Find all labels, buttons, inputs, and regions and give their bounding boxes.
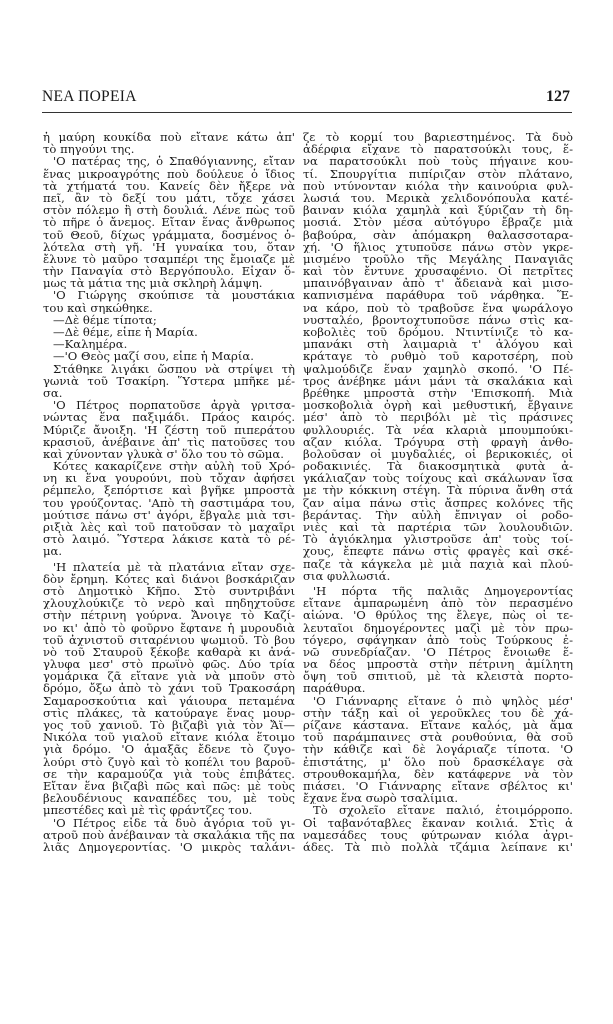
text-line: καπνισμένα παράθυρα τοῦ νάρθηκα. Ἕ- (303, 289, 573, 302)
text-line: ζαν αἷμα πάνω στὶς ἄσπρες κολόνες τῆς (303, 496, 573, 509)
text-line: τόγερο, σφάγηκαν ἀπὸ τοὺς Τούρκους ἐ- (303, 633, 573, 646)
text-line: ρέμπελο, ξεπόρτισε καὶ βγῆκε μπροστὰ (43, 484, 295, 497)
text-line: να παρατσούκλι ποὺ τοὺς πήγαινε κου- (303, 155, 573, 168)
text-line: μισμένο τροῦλο τῆς Μεγάλης Παναγιᾶς (303, 252, 573, 266)
text-line: βρέθηκε μπροστὰ στὴν 'Επισκοπή. Μιὰ (303, 386, 573, 400)
text-line: πιάσει. 'Ο Γιάνναρης εἴτανε σβέλτος κι' (303, 779, 573, 793)
text-line: αζαν κιόλα. Τρόγυρα στὴ φραγὴ ἀνθο- (303, 435, 573, 448)
text-line: τοῦ παράμπαινες στὰ ρουθούνια, θὰ σοῦ (303, 731, 573, 744)
text-line: νιὲς καὶ τὰ παρτέρια τῶν λουλουδιῶν. (303, 521, 573, 534)
text-line: μα. (43, 545, 63, 558)
text-line: ἡ μαύρη κουκίδα ποὺ εἴτανε κάτω ἀπ' (43, 131, 295, 144)
right-column (303, 131, 573, 853)
text-line: μούτισε πάνω στ' ἀγόρι, ἔβγαλε μιὰ τσι- (43, 508, 295, 521)
text-line: μπαινόβγαιναν ἀπὸ τ' ἄδειανὰ καὶ μισο- (303, 277, 573, 290)
text-line: ζε τὸ κορμί του βαριεστημένος. Τὰ δυὸ (303, 131, 573, 144)
text-line: στὸ Δημοτικὸ Κῆπο. Στὸ συντριβάνι (43, 584, 295, 598)
text-line: ἀδέρφια εἴχανε τὸ παρατσούκλι τους, ἕ- (303, 143, 573, 156)
text-line: παζε τὰ κάγκελα μὲ μιὰ παχιὰ καὶ πλού- (303, 557, 573, 570)
text-line: ριξιὰ λὲς καὶ τοῦ πατοῦσαν τὸ μαχαῖρι (43, 521, 295, 534)
text-line: βελουδένιους καναπέδες του, μὲ τοὺς (43, 792, 295, 805)
text-line: νώντας ἕνα παξιμάδι. Πράος καιρός. (43, 411, 295, 424)
text-line: στὸν πόλεμο ἢ στὴ δουλιά. Λένε πὼς τοῦ (43, 204, 295, 217)
text-line: στὴν τάξη καὶ οἱ γεροῦκλες του δὲ χά- (303, 706, 573, 719)
text-line: καὶ τὸν ἔντυνε χρυσαφένιο. Οἱ πετρῖτες (303, 265, 573, 278)
text-line: σε τὴν καραμούζα γιὰ τοὺς ἐπιβάτες. (43, 767, 295, 780)
text-line: ρίζανε κάστανα. Εἴτανε καλός, μὰ ἅμα (303, 719, 573, 732)
text-line: χους, ἔπεφτε πάνω στὶς φραγὲς καὶ σκέ- (303, 545, 573, 558)
text-line: στὸ λαιμό. Ὕστερα λάκισε κατὰ τὸ ρέ- (43, 533, 295, 546)
text-line: δὸν ἔρημη. Κότες καὶ διάνοι βοσκάριζαν (43, 572, 295, 585)
text-line: νη κι ἕνα γουρούνι, ποὺ τὄχαν ἀφήσει (43, 472, 295, 485)
text-line: Οἱ ταβανόταβλες ἔκαναν κοιλιά. Στὶς ἀ (303, 816, 573, 829)
text-line: Μύριζε ἄνοιξη. 'Η ζέστη τοῦ πιπεράτου (43, 423, 295, 436)
text-line: ἐπιστάτης, μ' ὅλο ποὺ δρασκέλαγε σὰ (303, 755, 573, 768)
text-line: λούρι στὸ ζυγὸ καὶ τὸ κοπέλι του βαροῦ- (43, 755, 295, 768)
text-line: βαιναν κιόλα χαμηλὰ καὶ ξύριζαν τὴ δη- (303, 204, 573, 217)
text-line: βολοῦσαν οἱ μυγδαλιές, οἱ βερικοκιές, οἱ (303, 447, 573, 461)
text-line: στὶς πλάκες, τὰ κατούραγε ἕνας μουρ- (43, 706, 295, 719)
text-line: γκάλιαζαν τοὺς τοίχους καὶ σκάλωναν ἴσα (303, 472, 573, 485)
text-line: νῶ συνεδρίαζαν. 'Ο Πέτρος ἔνοιωθε ἕ- (303, 645, 573, 659)
text-line: τὴν κάθιζε καὶ δὲ λογάριαζε τίποτα. 'Ο (303, 743, 573, 756)
running-header (42, 88, 572, 108)
text-line: γλυφα μεσ' στὸ πρωϊνὸ φῶς. Δύο τρία (43, 658, 295, 671)
text-line: —Καλημέρα. (53, 338, 128, 351)
text-line: με τὴν κόκκινη στέγη. Τὰ πύρινα ἄνθη στά (303, 484, 573, 497)
text-line: μπεστέδες καὶ μὲ τὶς φράντζες του. (43, 804, 253, 817)
text-line: άδες. Τὰ πιὸ πολλὰ τζάμια λείπανε κι' (303, 840, 573, 854)
text-line: —'Ο Θεὸς μαζί σου, εἶπε ἡ Μαρία. (53, 350, 254, 363)
text-line: χλουχλούκιζε τὸ νερὸ καὶ πηδηχτοῦσε (43, 597, 295, 610)
text-line: 'Η πλατεία μὲ τὰ πλατάνια εἴταν σχε- (53, 560, 295, 573)
text-line: Στάθηκε λιγάκι ὥσπου νὰ στρίψει τὴ (53, 362, 295, 375)
text-line: τοῦ Θεοῦ, δίχως γράμματα, δοσμένος ὁ- (43, 228, 295, 241)
text-line: 'Ο πατέρας της, ὁ Σπαθόγιαννης, εἴταν (53, 155, 295, 168)
text-line: πεῖ, ἂν τὸ δεξί του μάτι, τὄχε χάσει (43, 191, 295, 205)
text-line: βαβούρα, σὰν ἀπόμακρη θαλασσοταρα- (303, 228, 573, 241)
text-line: νο κι' ἀπὸ τὸ φοῦρνο ἔφτανε ἡ μυρουδιὰ (43, 621, 295, 634)
text-line: τί. Σπουργίτια πιπίριζαν στὸν πλάτανο, (303, 167, 573, 180)
running-title: ΝΕΑ ΠΟΡΕΙΑ (42, 88, 137, 105)
left-column (43, 131, 295, 853)
text-line: γωνιὰ τοῦ Τσακίρη. Ὕστερα μπῆκε μέ- (43, 374, 295, 387)
text-line: ποὺ ντύνονταν κιόλα τὴν καινούρια φυλ- (303, 179, 573, 192)
text-line: 'Η πόρτα τῆς παλιᾶς Δημογεροντίας (313, 584, 573, 598)
text-line: ἔχανε ἕνα σωρὸ τσαλίμια. (303, 792, 459, 805)
text-line: 'Ο Γιάνναρης εἴτανε ὁ πιὸ ψηλὸς μέσ' (313, 694, 573, 707)
text-line: χή. 'Ο ἥλιος χτυποῦσε πάνω στὸν γκρε- (303, 240, 573, 253)
text-line: —Δὲ θέμε, εἶπε ἡ Μαρία. (53, 326, 198, 339)
text-line: να κάρο, ποὺ τὸ τραβοῦσε ἕνα ψωράλογο (303, 301, 573, 314)
text-line: σα. (43, 386, 63, 400)
text-line: λωσιά του. Μερικὰ χελιδονόπουλα κατέ- (303, 191, 573, 205)
text-line: ἔλυνε τὸ μαῦρο τσαμπέρι της ἔμοιαζε μὲ (43, 252, 295, 266)
text-line: να δέος μπροστὰ στὴν πέτρινη ἀμίλητη (303, 658, 573, 671)
text-line: Νικόλα τοῦ γιαλοῦ εἴτανε κιόλα ἕτοιμο (43, 731, 295, 744)
text-line: γομάρικα ζᾶ εἴτανε γιὰ νὰ μποῦν στὸ (43, 670, 295, 683)
text-line: ὄψη τοῦ σπιτιοῦ, μὲ τὰ κλειστὰ πορτο- (303, 670, 573, 683)
text-line: νυσταλέο, βροντοχτυποῦσε πάνω στὶς κα- (303, 313, 573, 326)
text-line: μέσ' ἀπὸ τὸ περιβόλι μὲ τὶς πράσινες (303, 411, 573, 424)
text-line: λιᾶς Δημογεροντίας. 'Ο μικρὸς ταλάνι- (43, 840, 295, 854)
text-line: 'Ο Πέτρος εἶδε τὰ δυὸ ἀγόρια τοῦ γι- (53, 816, 295, 829)
text-line: γιὰ δρόμο. 'Ο ἁμαξᾶς ἔδενε τὸ ζυγο- (43, 743, 295, 756)
text-line: μως τὰ μάτια της μιὰ σκληρὴ λάμψη. (43, 277, 263, 290)
text-line: στρουθοκαμήλα, δὲν κατάφερνε νὰ τὸν (303, 767, 573, 780)
text-line: ναμεσάδες τους φύτρωναν κιόλα ἀγρι- (303, 828, 573, 841)
text-line: κρασιοῦ, ἀνέβαινε ἀπ' τὶς πατοῦσες του (43, 435, 295, 448)
text-line: τρος ἀνέβηκε μάνι μάνι τὰ σκαλάκια καὶ (303, 374, 573, 387)
text-line: μοσιά. Στὸν μέσα αὐτόγυρο ἔβραζε μιὰ (303, 216, 573, 229)
text-line: —Δὲ θέμε τίποτα; (53, 313, 157, 326)
text-line: Σαμαροσκούτια καὶ γάιουρα πεταμένα (43, 694, 295, 707)
text-line: κράταγε τὸ ρυθμὸ τοῦ καροτσέρη, ποὺ (303, 350, 573, 363)
text-line: καὶ χύνονταν γλυκὰ σ' ὅλο του τὸ σῶμα. (43, 447, 284, 461)
text-line: 'Ο Πέτρος πορπατοῦσε ἀργὰ γριτσα- (53, 399, 295, 412)
text-line: ροδακινιές. Τὰ διακοσμητικὰ φυτὰ ἀ- (303, 460, 573, 473)
text-line: σια φυλλωσιά. (303, 569, 391, 582)
text-line: δρόμο, ὄξω ἀπὸ τὸ χάνι τοῦ Τρακοσάρη (43, 682, 295, 695)
text-line: 'Ο Γιώργης σκούπισε τὰ μουστάκια (53, 289, 295, 302)
text-line: κοβολιὲς τοῦ δρόμου. Ντιντίνιζε τὸ κα- (303, 326, 573, 339)
text-line: ἕνας μικροαγρότης ποὺ δούλευε ὁ ἴδιος (43, 167, 295, 180)
text-line: του καὶ σηκώθηκε. (43, 301, 153, 314)
text-line: ψαλμούδιζε ἕναν χαμηλὸ σκοπό. 'Ο Πέ- (303, 362, 573, 375)
text-line: αἰώνα. 'Ο θρύλος της ἔλεγε, πὼς οἱ τε- (303, 609, 573, 622)
text-line: τὴν Παναγία στὸ Βεργόπουλο. Εἶχαν ὅ- (43, 265, 295, 278)
text-line: μοσκοβολιὰ ὀγρὴ καὶ μεθυστική, ἔβγαινε (303, 399, 573, 412)
text-line: στὴν πέτρινη γούρνα. Ἄνοιγε τὸ Καζί- (43, 609, 295, 622)
page-number: 127 (546, 88, 570, 105)
text-line: του γρούζοντας. 'Απὸ τὴ σαστιμάρα του, (43, 496, 295, 509)
text-line: Εἴταν ἕνα βιζαβὶ πῶς καὶ πῶς: μὲ τοὺς (43, 779, 295, 793)
text-line: εἴτανε ἀμπαρωμένη ἀπὸ τὸν περασμένο (303, 597, 573, 610)
text-line: Τὸ σχολεῖο εἴτανε παλιό, ἑτοιμόρροπο. (313, 804, 573, 817)
text-line: λευταῖοι δημογέροντες μαζὶ μὲ τὸν πρω- (303, 621, 573, 634)
text-line: παράθυρα. (303, 682, 366, 695)
text-line: τὰ χτήματά του. Κανείς δὲν ἤξερε νὰ (43, 179, 295, 192)
text-line: τὸ πῆρε ὁ ἄνεμος. Εἴταν ἕνας ἄνθρωπος (43, 216, 295, 229)
text-line: βεράντας. Τὴν αὐλὴ ἔπνιγαν οἱ ροδο- (303, 508, 573, 521)
text-line: Κότες κακαρίζενε στὴν αὐλὴ τοῦ Χρό- (53, 460, 295, 473)
text-line: ατροῦ ποὺ ἀνέβαιναν τὰ σκαλάκια τῆς πα (43, 828, 295, 841)
text-line: τὸ πηγούνι της. (43, 143, 135, 156)
text-line: τοῦ ἀχνιστοῦ σιταρένιου ψωμιοῦ. Τὸ βου (43, 633, 295, 646)
header-rule (42, 112, 572, 113)
text-line: λότελα στὴ γῆ. 'Η γυναίκα του, ὅταν (43, 240, 295, 253)
text-line: μπανάκι στὴ λαιμαριὰ τ' ἀλόγου καὶ (303, 338, 573, 351)
text-line: γος τοῦ χανιοῦ. Τὸ βιζαβὶ γιὰ τὸν Ἄϊ— (43, 719, 295, 732)
text-line: Τὸ ἀγιόκλημα γλιστροῦσε ἀπ' τοὺς τοί- (303, 533, 573, 546)
text-line: φυλλουριές. Τὰ νέα κλαριὰ μπουμπούκι- (303, 423, 573, 436)
text-line: νὸ τοῦ Σταυροῦ ξέκοβε καθαρὰ κι ἀνά- (43, 645, 295, 659)
